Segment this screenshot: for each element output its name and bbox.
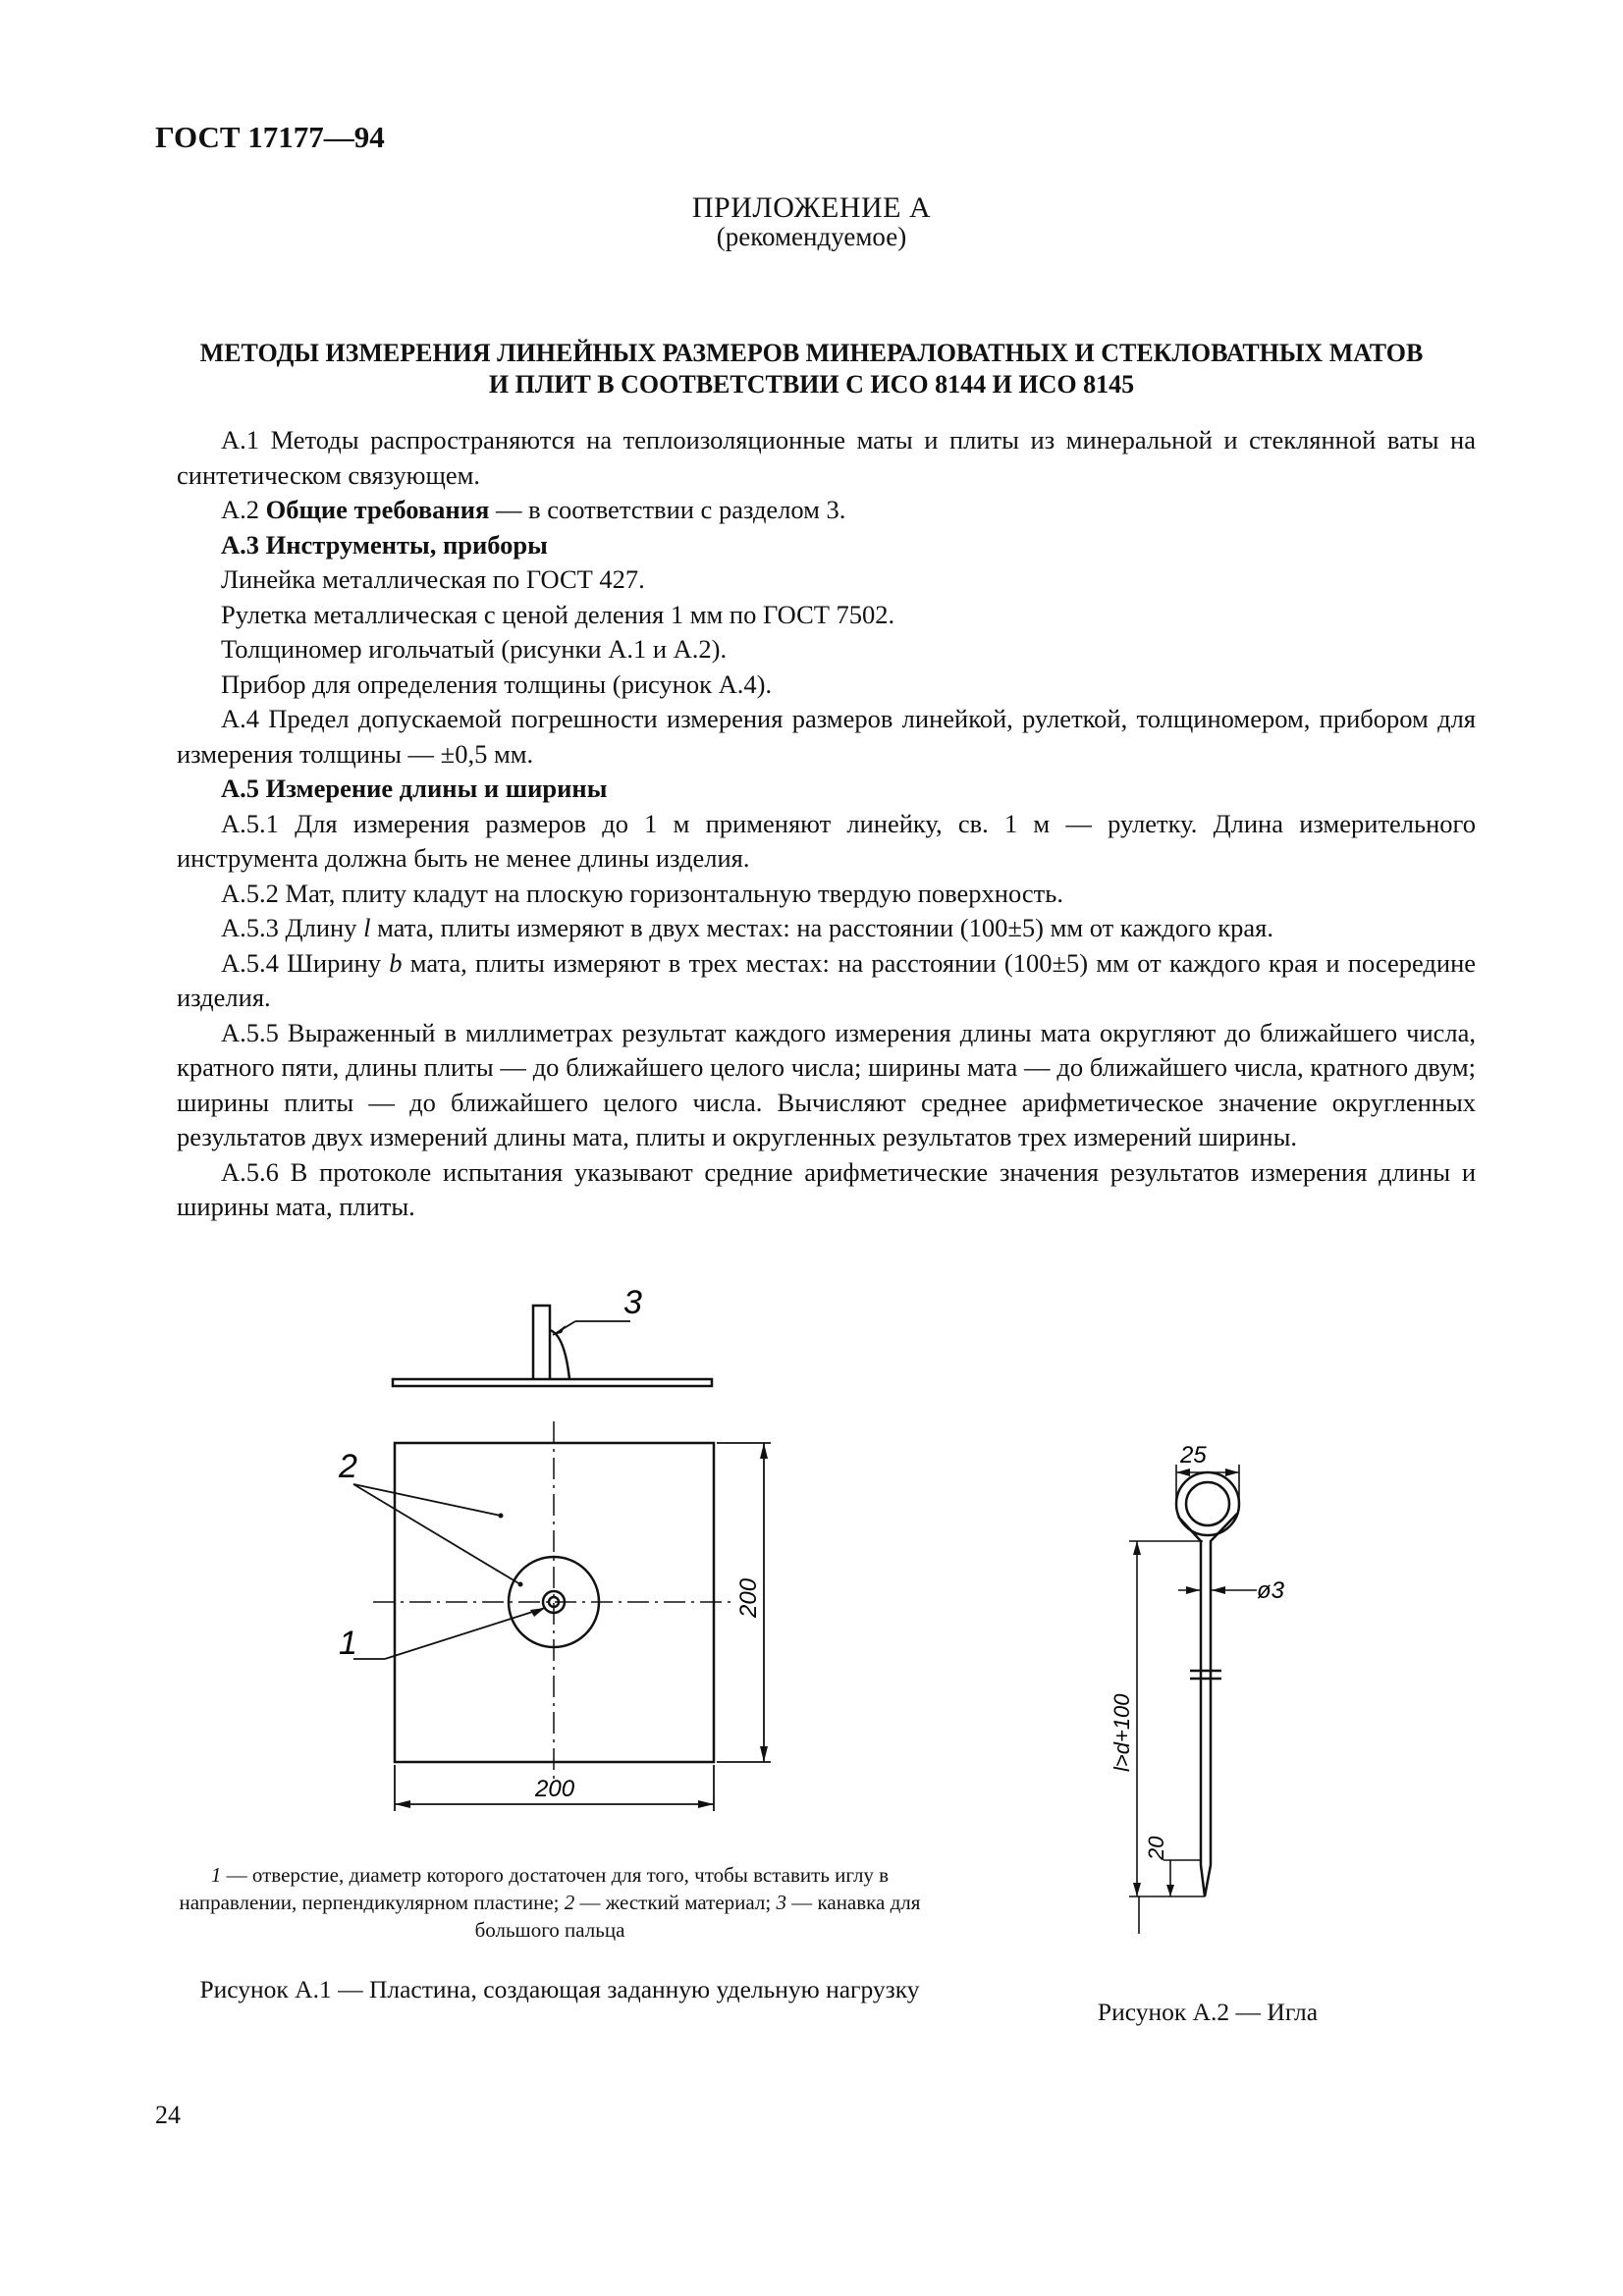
- figure-a1-legend: 1 — отверстие, диаметр которого достаточен для того, чтобы вставить иглу в направлении, перпендикулярном пластине; 2 — жесткий материал; 3 — канавка для большого пальца: [179, 1863, 921, 1942]
- paragraph-a5-6: А.5.6 В протоколе испытания указывают средние арифметические значения результатов измерения длины и ширины мата, плиты.: [177, 1156, 1476, 1221]
- figure-label-2: 2: [339, 1448, 357, 1485]
- figure-label-3: 3: [623, 1284, 642, 1321]
- document-header: ГОСТ 17177—94: [155, 120, 385, 154]
- paragraph-a3-item: Линейка металлическая по ГОСТ 427.: [221, 564, 645, 594]
- dimension-diameter: ø3: [1257, 1577, 1285, 1604]
- appendix-subtitle: (рекомендуемое): [716, 222, 907, 251]
- paragraph-a5-5: А.5.5 Выраженный в миллиметрах результат каждого измерения длины мата округляют до ближайшего числа, кратного пяти, длины плиты — до ближайшего целого числа; ширины мата — до ближайшего числа, кратного двум; ширины плиты — до ближайшего целого числа. Вычисляют среднее арифметическое значение округленных результатов двух измерений длины мата, плиты и округленных результатов трех измерений ширины.: [177, 1017, 1476, 1151]
- paragraph-a1: А.1 Методы распространяются на теплоизоляционные маты и плиты из минеральной и стеклянной ваты на синтетическом связующем.: [177, 425, 1476, 490]
- page-number: 24: [155, 2101, 181, 2129]
- needle-loop-inner: [1186, 1482, 1229, 1525]
- paragraph-a3-item: Прибор для определения толщины (рисунок А.4).: [221, 668, 773, 699]
- figure-a1-title: Рисунок А.1 — Пластина, создающая заданную удельную нагрузку: [199, 1975, 920, 2003]
- appendix-title: ПРИЛОЖЕНИЕ А: [691, 191, 932, 224]
- paragraph-a5-heading: А.5 Измерение длины и ширины: [221, 774, 608, 803]
- figure-a2-drawing: [1109, 1443, 1345, 1934]
- thumb-groove: [550, 1330, 569, 1379]
- paragraph-a3-heading: А.3 Инструменты, приборы: [221, 529, 548, 560]
- paragraph-a3-item: Рулетка металлическая с ценой деления 1 мм по ГОСТ 7502.: [221, 599, 895, 629]
- paragraph-a5-3: А.5.3 Длину l мата, плиты измеряют в двух местах: на расстоянии (100±5) мм от каждого края.: [221, 913, 1273, 942]
- needle-shaft: [1178, 1514, 1237, 1896]
- paragraph-a4: А.4 Предел допускаемой погрешности измерения размеров линейкой, рулеткой, толщиномером, прибором для измерения толщины — ±0,5 мм.: [177, 704, 1476, 769]
- body-text: [177, 423, 1476, 1225]
- section-title-line-1: МЕТОДЫ ИЗМЕРЕНИЯ ЛИНЕЙНЫХ РАЗМЕРОВ МИНЕРАЛОВАТНЫХ И СТЕКЛОВАТНЫХ МАТОВ: [199, 339, 1424, 367]
- paragraph-a5-2: А.5.2 Мат, плиту кладут на плоскую горизонтальную твердую поверхность.: [221, 878, 1063, 908]
- dimension-tip: 20: [1144, 1836, 1168, 1860]
- dimension-height: 200: [735, 1577, 762, 1618]
- dimension-loop: 25: [1180, 1442, 1207, 1468]
- figure-label-1: 1: [339, 1625, 357, 1662]
- paragraph-a5-4: А.5.4 Ширину b мата, плиты измеряют в трех местах: на расстоянии (100±5) мм от каждого края и посередине изделия.: [177, 947, 1477, 1012]
- figure-a1-drawing: [339, 1276, 943, 1826]
- plate-handle: [533, 1306, 550, 1379]
- figure-a2-title: Рисунок А.2 — Игла: [1097, 1998, 1319, 2026]
- dimension-length: l>d+100: [1109, 1693, 1134, 1772]
- paragraph-a3-item: Толщиномер игольчатый (рисунки А.1 и А.2).: [221, 634, 728, 664]
- dimension-width: 200: [535, 1776, 575, 1802]
- paragraph-a2: А.2 Общие требования — в соответствии с разделом 3.: [221, 495, 846, 524]
- section-title-line-2: И ПЛИТ В СООТВЕТСТВИИ С ИСО 8144 И ИСО 8145: [488, 370, 1135, 399]
- plate-side-view: [393, 1379, 712, 1386]
- section-title: [0, 338, 1623, 400]
- paragraph-a5-1: А.5.1 Для измерения размеров до 1 м применяют линейку, св. 1 м — рулетку. Длина измерительного инструмента должна быть не менее длины изделия.: [177, 808, 1476, 873]
